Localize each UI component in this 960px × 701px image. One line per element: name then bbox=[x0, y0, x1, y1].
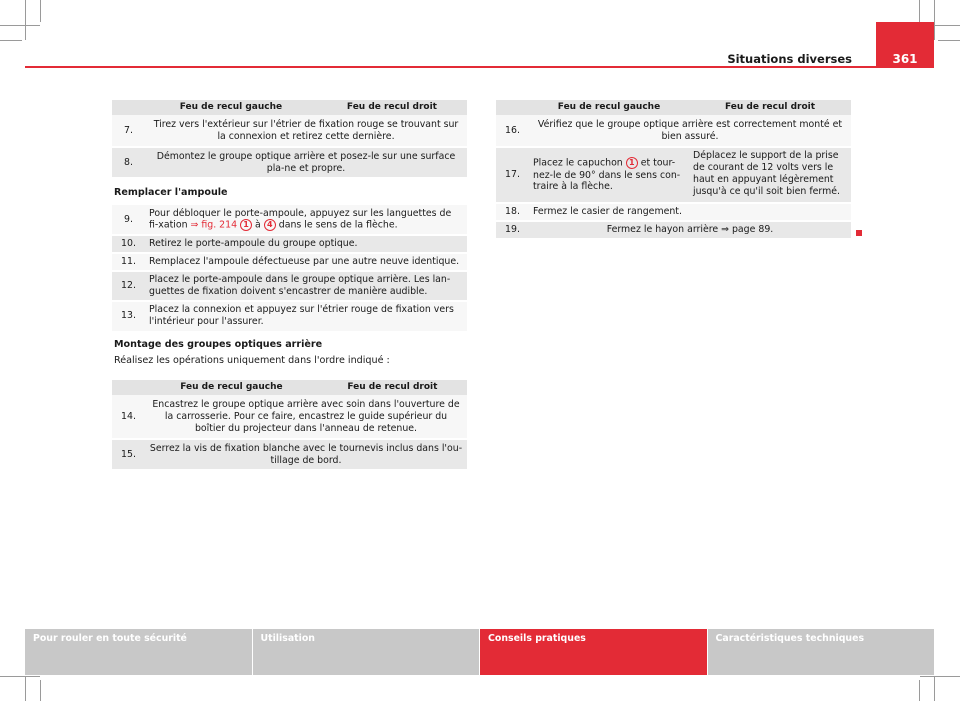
crop-mark bbox=[0, 40, 22, 41]
table-bulb-replacement bbox=[112, 205, 467, 331]
instruction-paragraph: Réalisez les opérations uniquement dans l'ordre indiqué : bbox=[114, 355, 390, 366]
callout-number: 1 bbox=[626, 157, 638, 169]
column-header: Feu de recul gauche bbox=[529, 100, 689, 115]
column-header bbox=[496, 100, 529, 115]
column-header: Feu de recul gauche bbox=[145, 380, 318, 395]
crop-mark bbox=[919, 0, 920, 22]
step-number: 13. bbox=[112, 301, 145, 331]
callout-number: 1 bbox=[240, 219, 252, 231]
step-number: 15. bbox=[112, 439, 145, 469]
column-header bbox=[112, 380, 145, 395]
table-row bbox=[496, 147, 851, 203]
step-text-right: Déplacez le support de la prise de courant de 12 volts vers le haut en appuyant légèrement jusqu'à ce qu'il soit bien fermé. bbox=[689, 147, 851, 203]
table-row bbox=[112, 253, 467, 271]
crop-mark bbox=[40, 680, 41, 701]
crop-mark bbox=[938, 40, 960, 41]
step-number: 11. bbox=[112, 253, 145, 271]
step-number: 12. bbox=[112, 271, 145, 301]
callout-number: 4 bbox=[264, 219, 276, 231]
crop-mark bbox=[0, 676, 40, 677]
table-tail-light-mounting bbox=[112, 380, 467, 469]
step-text-part: et tour-nez-le de 90° dans le sens con-traire à la flèche. bbox=[533, 157, 681, 193]
step-number: 19. bbox=[496, 221, 529, 238]
step-number: 14. bbox=[112, 395, 145, 439]
step-number: 9. bbox=[112, 205, 145, 235]
step-text bbox=[145, 205, 467, 235]
table-tail-light-removal bbox=[112, 100, 467, 177]
step-text: Encastrez le groupe optique arrière avec soin dans l'ouverture de la carrosserie. Pour ce faire, encastrez le guide supérieur du boîtier du projecteur dans l'anneau de retenue. bbox=[145, 395, 467, 439]
column-header bbox=[112, 100, 145, 115]
step-text: Vérifiez que le groupe optique arrière est correctement monté et bien assuré. bbox=[529, 115, 851, 147]
section-heading: Montage des groupes optiques arrière bbox=[114, 339, 323, 350]
crop-mark bbox=[0, 25, 40, 26]
step-text: Placez le porte-ampoule dans le groupe optique arrière. Les lan-guettes de fixation doivent s'encastrer de manière audible. bbox=[145, 271, 467, 301]
section-title: Situations diverses bbox=[727, 52, 852, 66]
step-text: Remplacez l'ampoule défectueuse par une autre neuve identique. bbox=[145, 253, 467, 271]
step-text: Tirez vers l'extérieur sur l'étrier de fixation rouge se trouvant sur la connexion et retirez cette dernière. bbox=[145, 115, 467, 147]
step-text-part: Pour débloquer le porte-ampoule, appuyez sur les languettes de fi-xation bbox=[149, 207, 452, 231]
table-row bbox=[112, 115, 467, 147]
crop-mark bbox=[25, 676, 26, 701]
step-number: 18. bbox=[496, 203, 529, 221]
step-text: Fermez le casier de rangement. bbox=[529, 203, 851, 221]
table-row bbox=[112, 271, 467, 301]
step-text: Placez la connexion et appuyez sur l'étrier rouge de fixation vers l'intérieur pour l'assurer. bbox=[145, 301, 467, 331]
step-number: 8. bbox=[112, 147, 145, 177]
table-row bbox=[112, 147, 467, 177]
column-header: Feu de recul gauche bbox=[145, 100, 317, 115]
step-number: 7. bbox=[112, 115, 145, 147]
table-row bbox=[112, 395, 467, 439]
step-number: 17. bbox=[496, 147, 529, 203]
figure-link[interactable]: ⇒ fig. 214 bbox=[190, 219, 238, 231]
page-number: 361 bbox=[876, 22, 934, 68]
crop-mark bbox=[934, 676, 935, 701]
step-text: Serrez la vis de fixation blanche avec le tournevis inclus dans l'ou-tillage de bord. bbox=[145, 439, 467, 469]
step-text-part: à bbox=[252, 219, 264, 231]
column-header: Feu de recul droit bbox=[689, 100, 851, 115]
step-text: Retirez le porte-ampoule du groupe optique. bbox=[145, 235, 467, 253]
crop-mark bbox=[40, 0, 41, 22]
table-row bbox=[112, 439, 467, 469]
step-text-left bbox=[529, 147, 689, 203]
step-text-part: dans le sens de la flèche. bbox=[275, 219, 398, 231]
table-row bbox=[496, 203, 851, 221]
table-row bbox=[112, 235, 467, 253]
table-final-steps bbox=[496, 100, 851, 238]
section-heading: Remplacer l'ampoule bbox=[114, 187, 228, 198]
header-rule bbox=[25, 66, 934, 68]
column-header: Feu de recul droit bbox=[317, 100, 467, 115]
column-header: Feu de recul droit bbox=[318, 380, 467, 395]
step-text-part: Placez le capuchon bbox=[533, 157, 626, 169]
nav-tab-practical-tips[interactable]: Conseils pratiques bbox=[480, 629, 708, 675]
table-row bbox=[496, 115, 851, 147]
crop-mark bbox=[920, 676, 960, 677]
step-text: Fermez le hayon arrière ⇒ page 89. bbox=[529, 221, 851, 238]
step-number: 10. bbox=[112, 235, 145, 253]
end-of-section-marker bbox=[856, 230, 862, 236]
crop-mark bbox=[25, 0, 26, 40]
nav-tab-usage[interactable]: Utilisation bbox=[253, 629, 481, 675]
crop-mark bbox=[919, 680, 920, 701]
nav-tab-technical-specs[interactable]: Caractéristiques techniques bbox=[708, 629, 935, 675]
step-text: Démontez le groupe optique arrière et posez-le sur une surface pla-ne et propre. bbox=[145, 147, 467, 177]
table-row bbox=[112, 301, 467, 331]
table-row bbox=[112, 205, 467, 235]
table-row bbox=[496, 221, 851, 238]
step-number: 16. bbox=[496, 115, 529, 147]
nav-tab-safety[interactable]: Pour rouler en toute sécurité bbox=[25, 629, 253, 675]
crop-mark bbox=[934, 0, 935, 40]
chapter-navigation bbox=[25, 629, 934, 675]
